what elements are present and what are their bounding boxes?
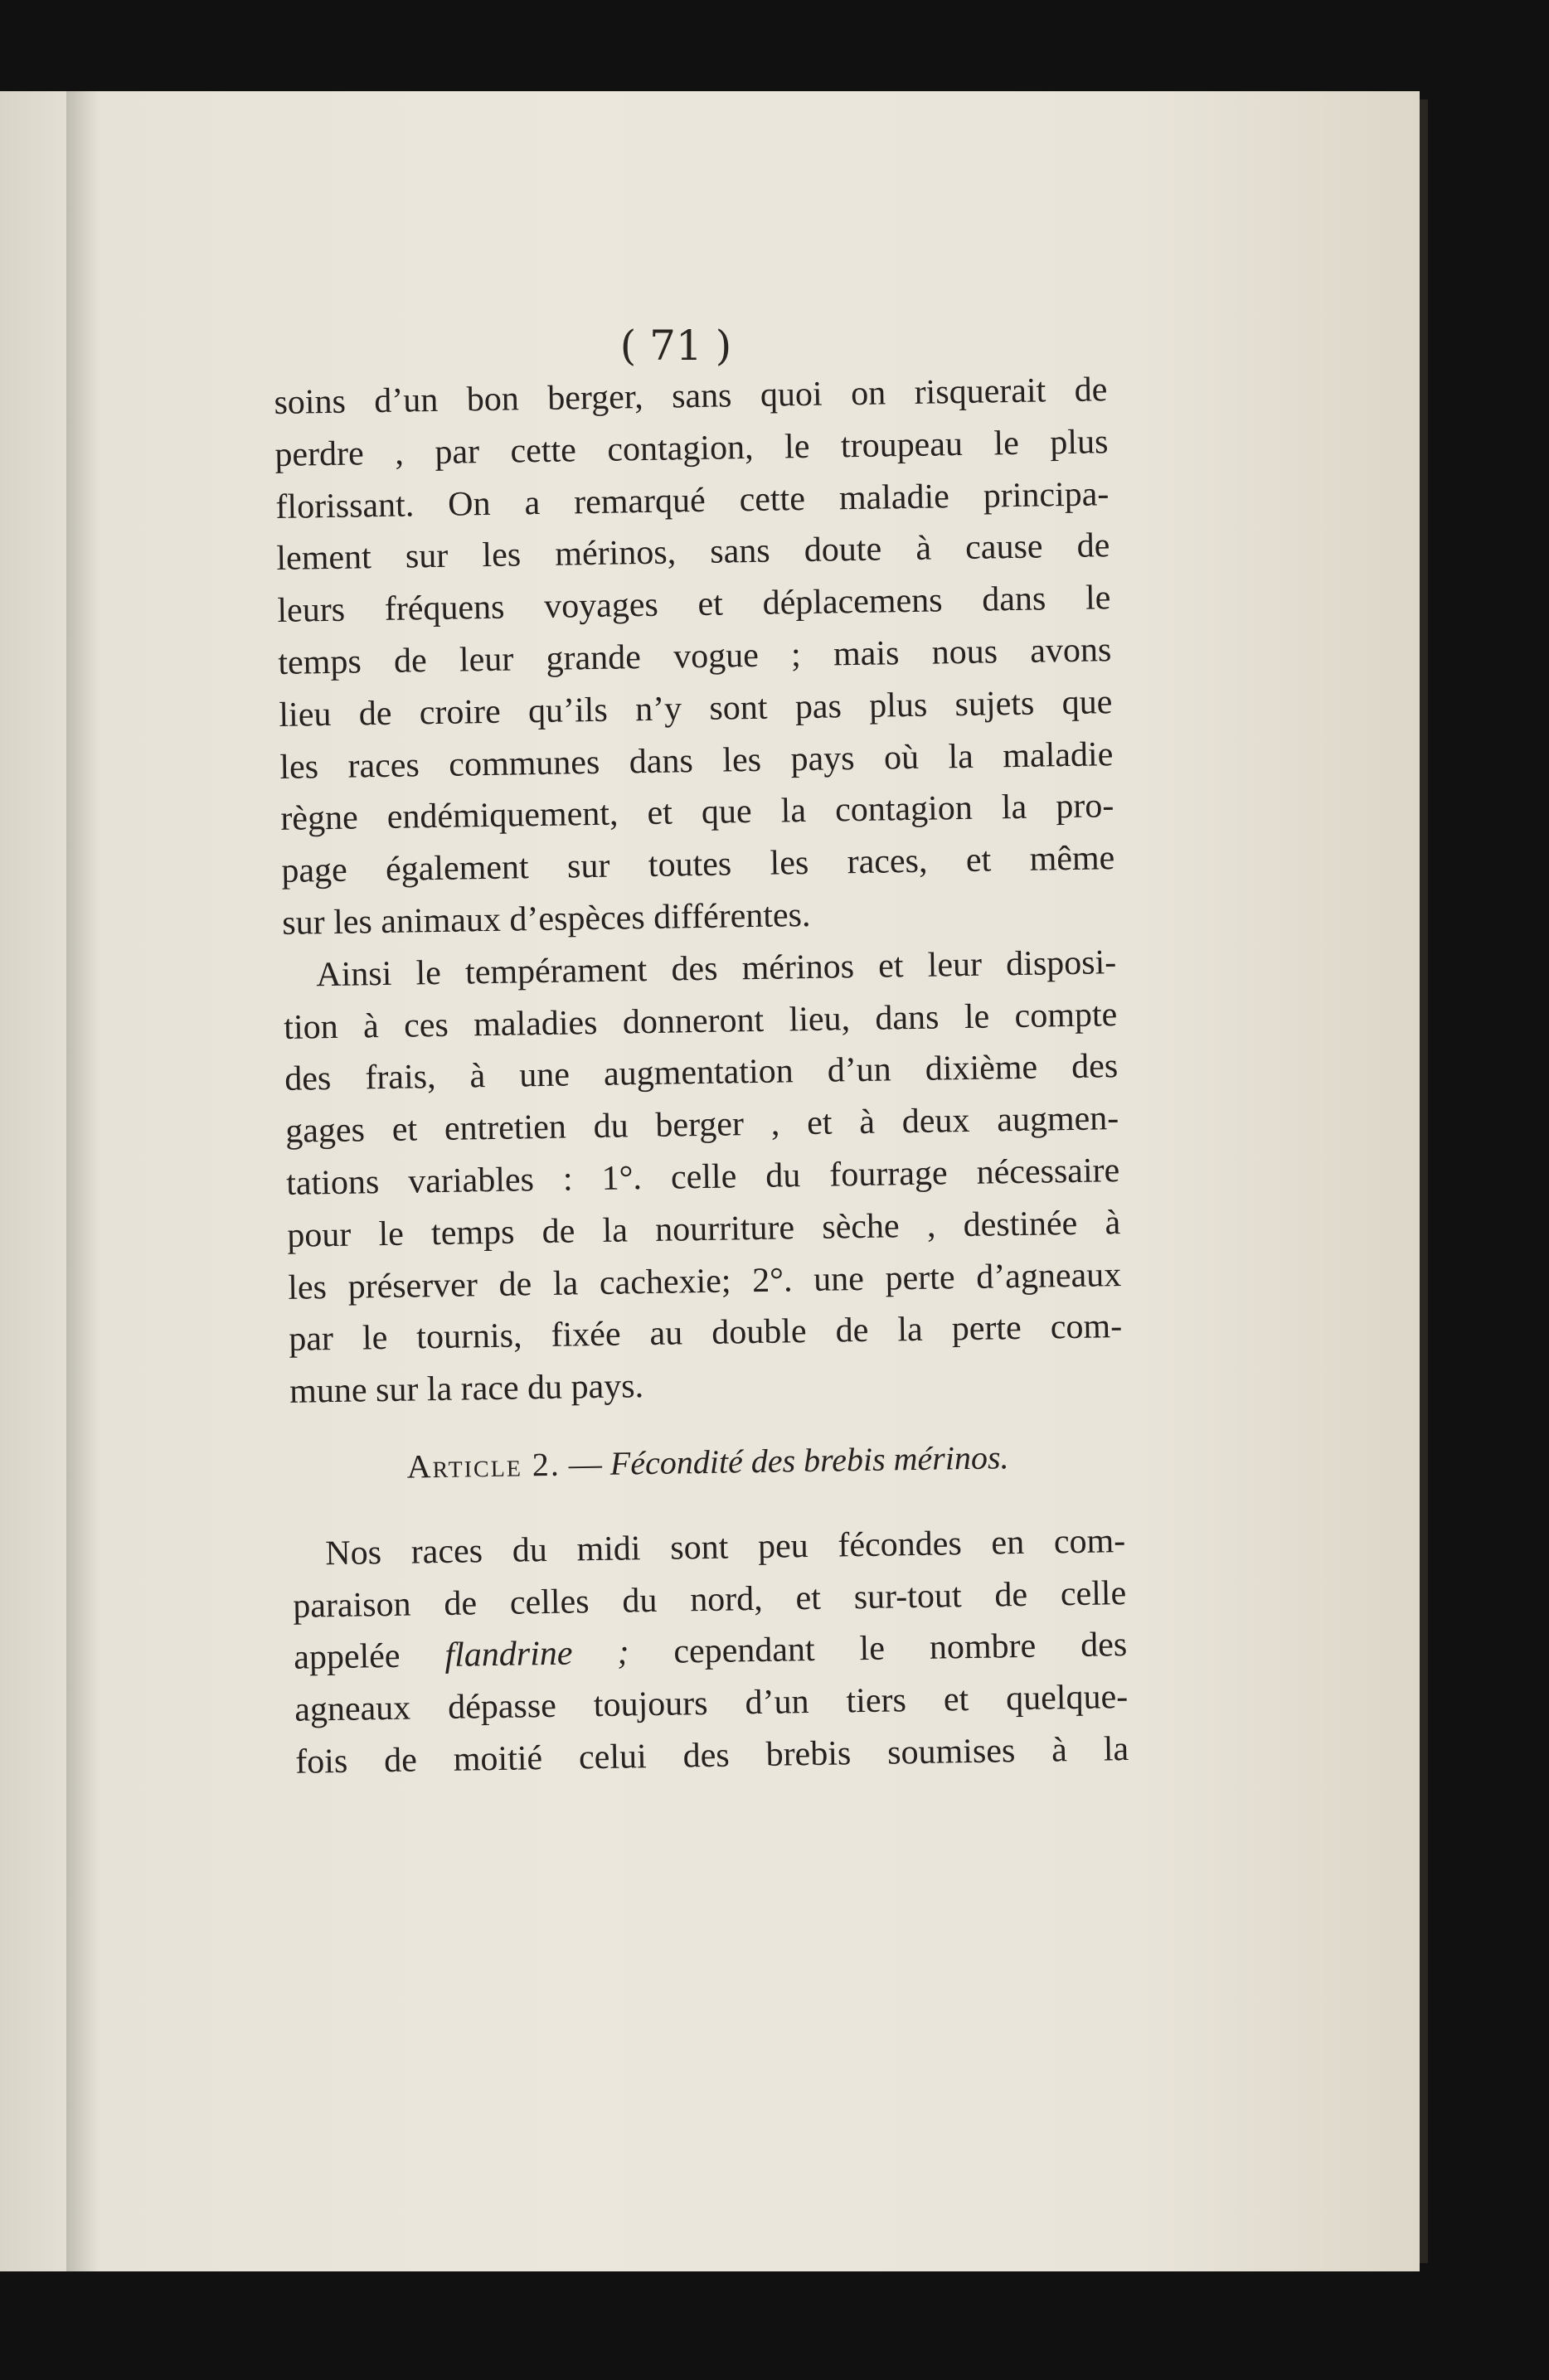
italic-term: flandrine ;: [444, 1633, 629, 1675]
section-heading: [290, 1430, 1124, 1495]
text-line: lieu de croire qu’ils n’y sont pas plus sujets que: [279, 682, 1113, 734]
text-line: perdre , par cette contagion, le troupeau le plus: [274, 423, 1109, 474]
heading-dash: —: [560, 1444, 611, 1483]
page-number: ( 71 ): [619, 322, 732, 370]
page-edge: [1420, 99, 1428, 2263]
text-line: sur les animaux d’espèces différentes.: [281, 895, 811, 943]
text-line: les races communes dans les pays où la maladie: [279, 734, 1114, 787]
text-line: les préserver de la cachexie; 2°. une perte d’agneaux: [287, 1255, 1122, 1307]
text-line: par le tournis, fixée au double de la perte com-: [288, 1307, 1123, 1360]
text-line: fois de moitié celui des brebis soumises à la: [294, 1729, 1129, 1781]
text-line: lement sur les mérinos, sans doute à cause de: [276, 526, 1110, 579]
text-segment: appelée: [293, 1636, 445, 1678]
text-line: florissant. On a remarqué cette maladie principa-: [275, 474, 1110, 526]
text-line: règne endémiquement, et que la contagion la pro-: [280, 787, 1114, 839]
text-segment: cependant le nombre des: [629, 1626, 1128, 1672]
text-line: soins d’un bon berger, sans quoi on risquerait de: [274, 371, 1108, 422]
text-line: gages et entretien du berger , et à deux augmen-: [284, 1099, 1119, 1151]
page-gutter-shadow: [66, 91, 100, 2271]
text-line: des frais, à une augmentation d’un dixième des: [284, 1047, 1119, 1099]
text-line: page également sur toutes les races, et même: [281, 839, 1115, 891]
text-line: Nos races du midi sont peu fécondes en com-: [324, 1521, 1126, 1573]
text-line: tion à ces maladies donneront lieu, dans le compte: [283, 995, 1118, 1047]
text-line: leurs fréquens voyages et déplacemens dans le: [277, 579, 1111, 631]
heading-label: Article 2.: [406, 1445, 561, 1486]
body-text: [274, 364, 1129, 1788]
heading-title: Fécondité des brebis mérinos.: [609, 1438, 1009, 1482]
text-line: tations variables : 1°. celle du fourrage nécessaire: [285, 1151, 1120, 1203]
text-line: paraison de celles du nord, et sur-tout de celle: [292, 1573, 1127, 1626]
text-line: mune sur la race du pays.: [289, 1367, 644, 1411]
text-line: Ainsi le tempérament des mérinos et leur disposi-: [315, 943, 1117, 995]
text-line: temps de leur grande vogue ; mais nous avons: [278, 631, 1112, 682]
text-line: agneaux dépasse toujours d’un tiers et quelque-: [294, 1678, 1129, 1729]
text-line: pour le temps de la nourriture sèche , destinée à: [286, 1203, 1121, 1255]
